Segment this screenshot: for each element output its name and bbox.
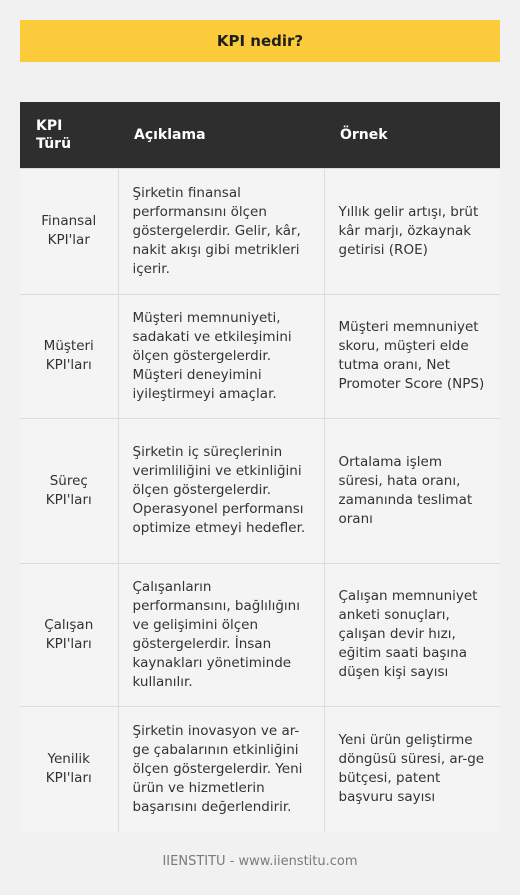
description-cell: Şirketin iç süreçlerinin verimliliğini ve etkinliğini ölçen göstergelerdir. Operasyonel performansı optimize etmeyi hedefler. xyxy=(118,418,324,563)
kpi-type-cell: Süreç KPI'ları xyxy=(20,418,118,563)
example-cell: Müşteri memnuniyet skoru, müşteri elde tutma oranı, Net Promoter Score (NPS) xyxy=(324,294,500,418)
column-header-example: Örnek xyxy=(324,102,500,168)
kpi-type-cell: Finansal KPI'lar xyxy=(20,168,118,294)
example-cell: Yıllık gelir artışı, brüt kâr marjı, özkaynak getirisi (ROE) xyxy=(324,168,500,294)
kpi-type-cell: Çalışan KPI'ları xyxy=(20,563,118,706)
example-cell: Çalışan memnuniyet anketi sonuçları, çalışan devir hızı, eğitim saati başına düşen kişi sayısı xyxy=(324,563,500,706)
page-title: KPI nedir? xyxy=(216,32,304,50)
column-header-kpi-type: KPI Türü xyxy=(20,102,118,168)
table-row xyxy=(20,168,500,294)
kpi-table xyxy=(20,102,500,832)
table-header-row xyxy=(20,102,500,168)
table-row xyxy=(20,418,500,563)
kpi-type-cell: Müşteri KPI'ları xyxy=(20,294,118,418)
description-cell: Şirketin inovasyon ve ar-ge çabalarının etkinliğini ölçen göstergelerdir. Yeni ürün ve hizmetlerin başarısını değerlendirir. xyxy=(118,706,324,832)
table-row xyxy=(20,294,500,418)
kpi-type-cell: Yenilik KPI'ları xyxy=(20,706,118,832)
example-cell: Ortalama işlem süresi, hata oranı, zamanında teslimat oranı xyxy=(324,418,500,563)
column-header-description: Açıklama xyxy=(118,102,324,168)
table-row xyxy=(20,563,500,706)
description-cell: Müşteri memnuniyeti, sadakati ve etkileşimini ölçen göstergelerdir. Müşteri deneyimini iyileştirmeyi amaçlar. xyxy=(118,294,324,418)
table-row xyxy=(20,706,500,832)
title-banner xyxy=(20,20,500,62)
footer-credit: IIENSTITU - www.iienstitu.com xyxy=(162,854,358,869)
description-cell: Şirketin finansal performansını ölçen göstergelerdir. Gelir, kâr, nakit akışı gibi metrikleri içerir. xyxy=(118,168,324,294)
description-cell: Çalışanların performansını, bağlılığını ve gelişimini ölçen göstergelerdir. İnsan kaynakları yönetiminde kullanılır. xyxy=(118,563,324,706)
example-cell: Yeni ürün geliştirme döngüsü süresi, ar-ge bütçesi, patent başvuru sayısı xyxy=(324,706,500,832)
